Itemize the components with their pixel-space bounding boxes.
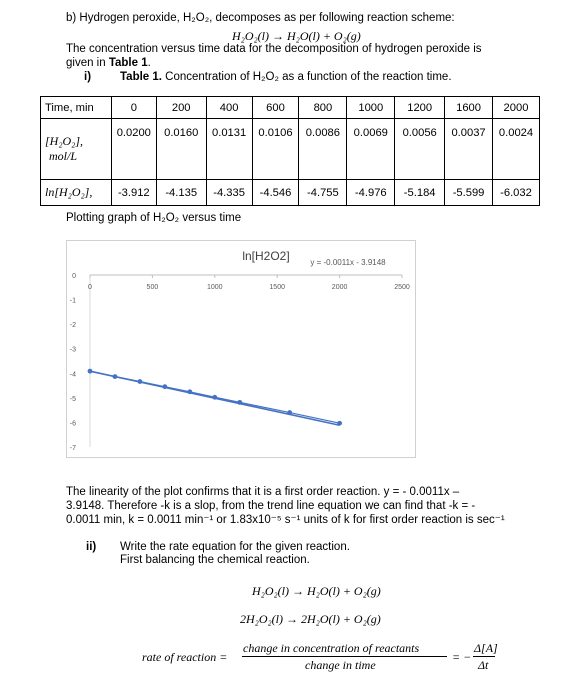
chart-border (67, 241, 416, 458)
intro-line-3-text: given in (66, 57, 109, 69)
table-cell: -5.184 (395, 180, 445, 206)
data-point (287, 410, 292, 415)
y-tick-label: -6 (69, 420, 76, 428)
conclusion-line-1: The linearity of the plot confirms that it is a first order reaction. y = - 0.0011x – (66, 486, 460, 498)
trendline-equation: y = -0.0011x - 3.9148 (310, 258, 386, 267)
table-cell: 0.0056 (395, 119, 445, 180)
table-cell: 600 (252, 97, 299, 119)
rate-numerator: change in concentration of reactants (243, 641, 420, 655)
table-row-time (41, 97, 540, 119)
data-point (162, 384, 167, 389)
row-label-ln (41, 180, 112, 206)
equals-minus: = − (452, 650, 472, 664)
y-tick-label: -1 (69, 297, 76, 305)
y-tick-label: -7 (69, 445, 76, 452)
intro-line-1: b) Hydrogen peroxide, H₂O₂, decomposes as per following reaction scheme: (66, 12, 455, 24)
data-point (212, 395, 217, 400)
part-ii-line-1: Write the rate equation for the given reaction. (120, 541, 350, 553)
ln-concentration-chart (66, 240, 416, 458)
table-cell: 1000 (347, 97, 395, 119)
table-cell: -6.032 (493, 180, 540, 206)
table-cell: -4.335 (206, 180, 252, 206)
table-cell: -5.599 (445, 180, 493, 206)
x-tick-label: 0 (88, 284, 92, 291)
table-cell: -4.546 (252, 180, 299, 206)
graph-heading: Plotting graph of H₂O₂ versus time (66, 212, 242, 224)
delta-t: Δt (478, 658, 489, 672)
table-cell: 0.0160 (156, 119, 206, 180)
data-point (138, 379, 143, 384)
intro-line-2: The concentration versus time data for the decomposition of hydrogen peroxide is (66, 43, 482, 55)
period: . (147, 57, 151, 69)
table-row-ln (41, 180, 540, 206)
table-caption-label: Table 1. (120, 71, 162, 83)
x-tick-label: 1000 (207, 284, 223, 291)
y-tick-label: -2 (69, 322, 76, 330)
conclusion-line-2: 3.9148. Therefore -k is a slop, from the trend line equation we can find that -k = - (66, 500, 476, 512)
table-cell: 0.0037 (445, 119, 493, 180)
table-cell: 0.0069 (347, 119, 395, 180)
x-tick-label: 500 (146, 284, 159, 291)
part-ii-line-2: First balancing the chemical reaction. (120, 554, 310, 566)
item-ii-label: ii) (86, 541, 97, 553)
item-i-label: i) (84, 71, 92, 83)
rate-of-reaction-label: rate of reaction = (142, 650, 228, 664)
x-tick-label: 2500 (394, 284, 410, 291)
row-label-concentration (41, 119, 112, 180)
data-point (113, 374, 118, 379)
row-label-ln-text: ln[H₂O₂], (45, 185, 93, 199)
row-label-time: Time, min (41, 97, 112, 119)
table-cell: 2000 (493, 97, 540, 119)
table-row-concentration (41, 119, 540, 180)
table-cell: 1600 (445, 97, 493, 119)
table-cell: 0 (111, 97, 156, 119)
table-cell: -4.135 (156, 180, 206, 206)
table-cell: 400 (206, 97, 252, 119)
table-cell: 0.0086 (299, 119, 347, 180)
x-tick-label: 1500 (269, 284, 285, 291)
fraction-bar (242, 656, 447, 657)
table-cell: 200 (156, 97, 206, 119)
balanced-equation: 2H₂O₂(l) → 2H₂O(l) + O₂(g) (240, 612, 381, 626)
data-point (337, 421, 342, 426)
fraction-bar-2 (473, 656, 495, 657)
data-point (187, 389, 192, 394)
table-caption (120, 71, 452, 83)
rate-denominator: change in time (305, 658, 376, 672)
reaction-equation: H₂O₂(l) → H₂O(l) + O₂(g) (232, 29, 361, 43)
table-cell: 0.0106 (252, 119, 299, 180)
table-cell: -4.755 (299, 180, 347, 206)
table-cell: 800 (299, 97, 347, 119)
table-ref: Table 1 (108, 57, 148, 69)
data-point (88, 369, 93, 374)
x-tick-label: 2000 (331, 284, 348, 291)
table-cell: 0.0024 (493, 119, 540, 180)
data-point (237, 400, 242, 405)
reaction-equation-2: H₂O₂(l) → H₂O(l) + O₂(g) (252, 584, 381, 598)
table-cell: 0.0131 (206, 119, 252, 180)
conclusion-line-3: 0.0011 min, k = 0.0011 min⁻¹ or 1.83x10⁻⁵ s⁻¹ units of k for first order reaction is sec⁻¹ (66, 514, 505, 526)
row-label-conc-a: [H₂O₂], (45, 134, 84, 148)
table-caption-text: Concentration of H₂O₂ as a function of the reaction time. (161, 71, 452, 83)
row-label-conc-b: mol/L (49, 149, 78, 163)
delta-a: Δ[A] (474, 641, 498, 655)
y-tick-label: -4 (69, 371, 76, 379)
y-tick-label: 0 (72, 273, 76, 280)
table-cell: 1200 (395, 97, 445, 119)
chart-title: ln[H2O2] (242, 249, 290, 263)
table-cell: 0.0200 (111, 119, 156, 180)
table-cell: -4.976 (347, 180, 395, 206)
y-tick-label: -3 (69, 346, 76, 354)
y-tick-label: -5 (69, 395, 76, 403)
intro-line-3 (66, 57, 151, 69)
concentration-table (40, 96, 540, 206)
table-cell: -3.912 (111, 180, 156, 206)
